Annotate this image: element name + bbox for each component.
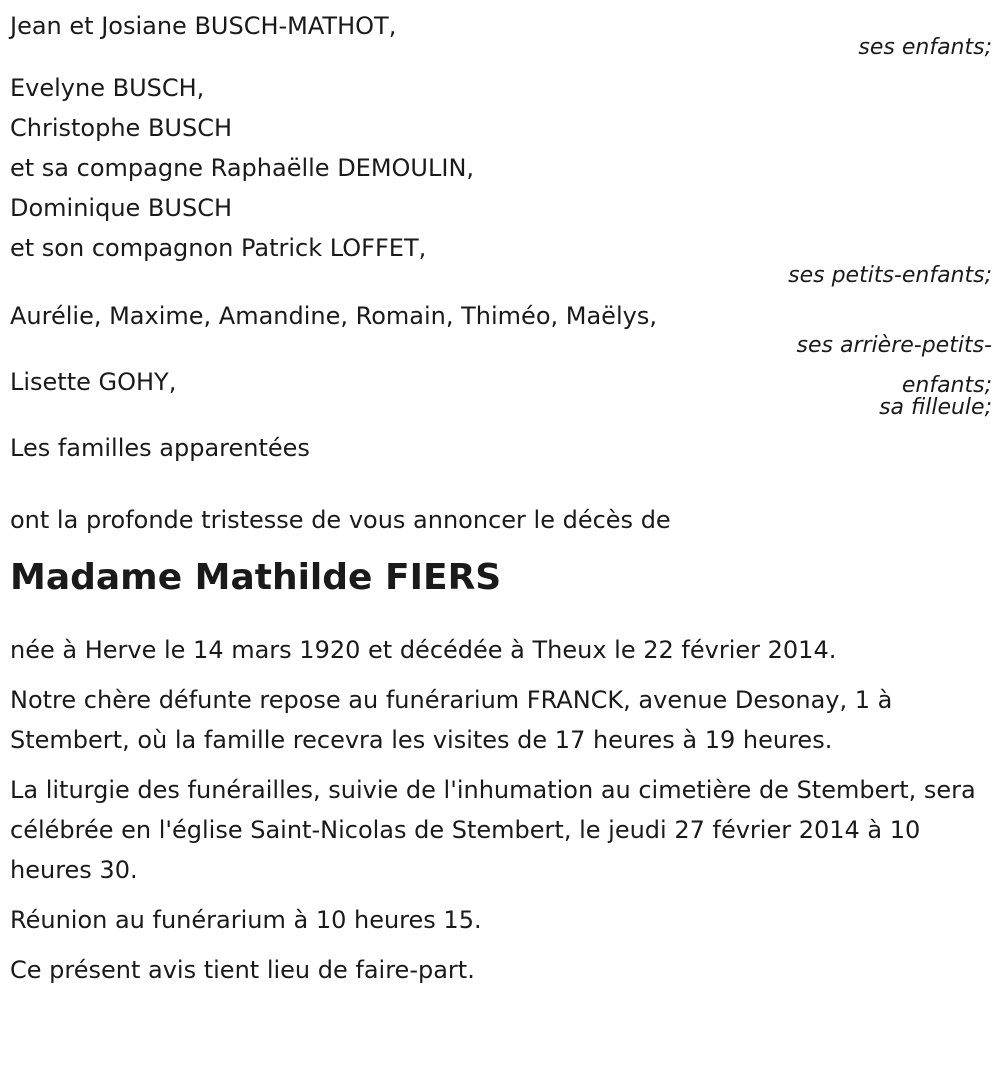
- family-name-line: Dominique BUSCH: [10, 194, 232, 222]
- funeral-home-details: Notre chère défunte repose au funérarium FRANCK, avenue Desonay, 1 à Stembert, où la famille recevra les visites de 17 heures à 19 heures.: [10, 686, 893, 754]
- family-name-line: Lisette GOHY,: [10, 368, 177, 396]
- family-name-line: Jean et Josiane BUSCH-MATHOT,: [10, 12, 397, 40]
- announcement-text: ont la profonde tristesse de vous annoncer le décès de: [10, 506, 671, 534]
- death-notice: [10, 8, 992, 1000]
- gathering-details: Réunion au funérarium à 10 heures 15.: [10, 906, 482, 934]
- family-name-line: Evelyne BUSCH,: [10, 74, 205, 102]
- family-group-children: [10, 8, 992, 64]
- birth-death-details: née à Herve le 14 mars 1920 et décédée à Theux le 22 février 2014.: [10, 636, 837, 664]
- family-group-goddaughter: [10, 362, 992, 424]
- family-name-line: Christophe BUSCH: [10, 114, 233, 142]
- liturgy-details: La liturgie des funérailles, suivie de l'inhumation au cimetière de Stembert, sera célébrée en l'église Saint-Nicolas de Stembert, le jeudi 27 février 2014 à 10 heures 30.: [10, 776, 976, 884]
- family-group-grandchildren: [10, 68, 992, 292]
- relationship-label: ses petits-enfants;: [788, 263, 992, 288]
- family-name-line: Aurélie, Maxime, Amandine, Romain, Thiméo, Maëlys,: [10, 302, 657, 330]
- notice-disclaimer: Ce présent avis tient lieu de faire-part.: [10, 956, 475, 984]
- relationship-label: ses arrière-petits-enfants;: [796, 333, 992, 398]
- relationship-label: ses enfants;: [858, 35, 992, 60]
- relationship-label: sa filleule;: [879, 395, 992, 420]
- deceased-name: Madame Mathilde FIERS: [10, 557, 502, 598]
- family-name-line: et sa compagne Raphaëlle DEMOULIN,: [10, 154, 475, 182]
- related-families: Les familles apparentées: [10, 434, 310, 462]
- family-name-line: et son compagnon Patrick LOFFET,: [10, 234, 427, 262]
